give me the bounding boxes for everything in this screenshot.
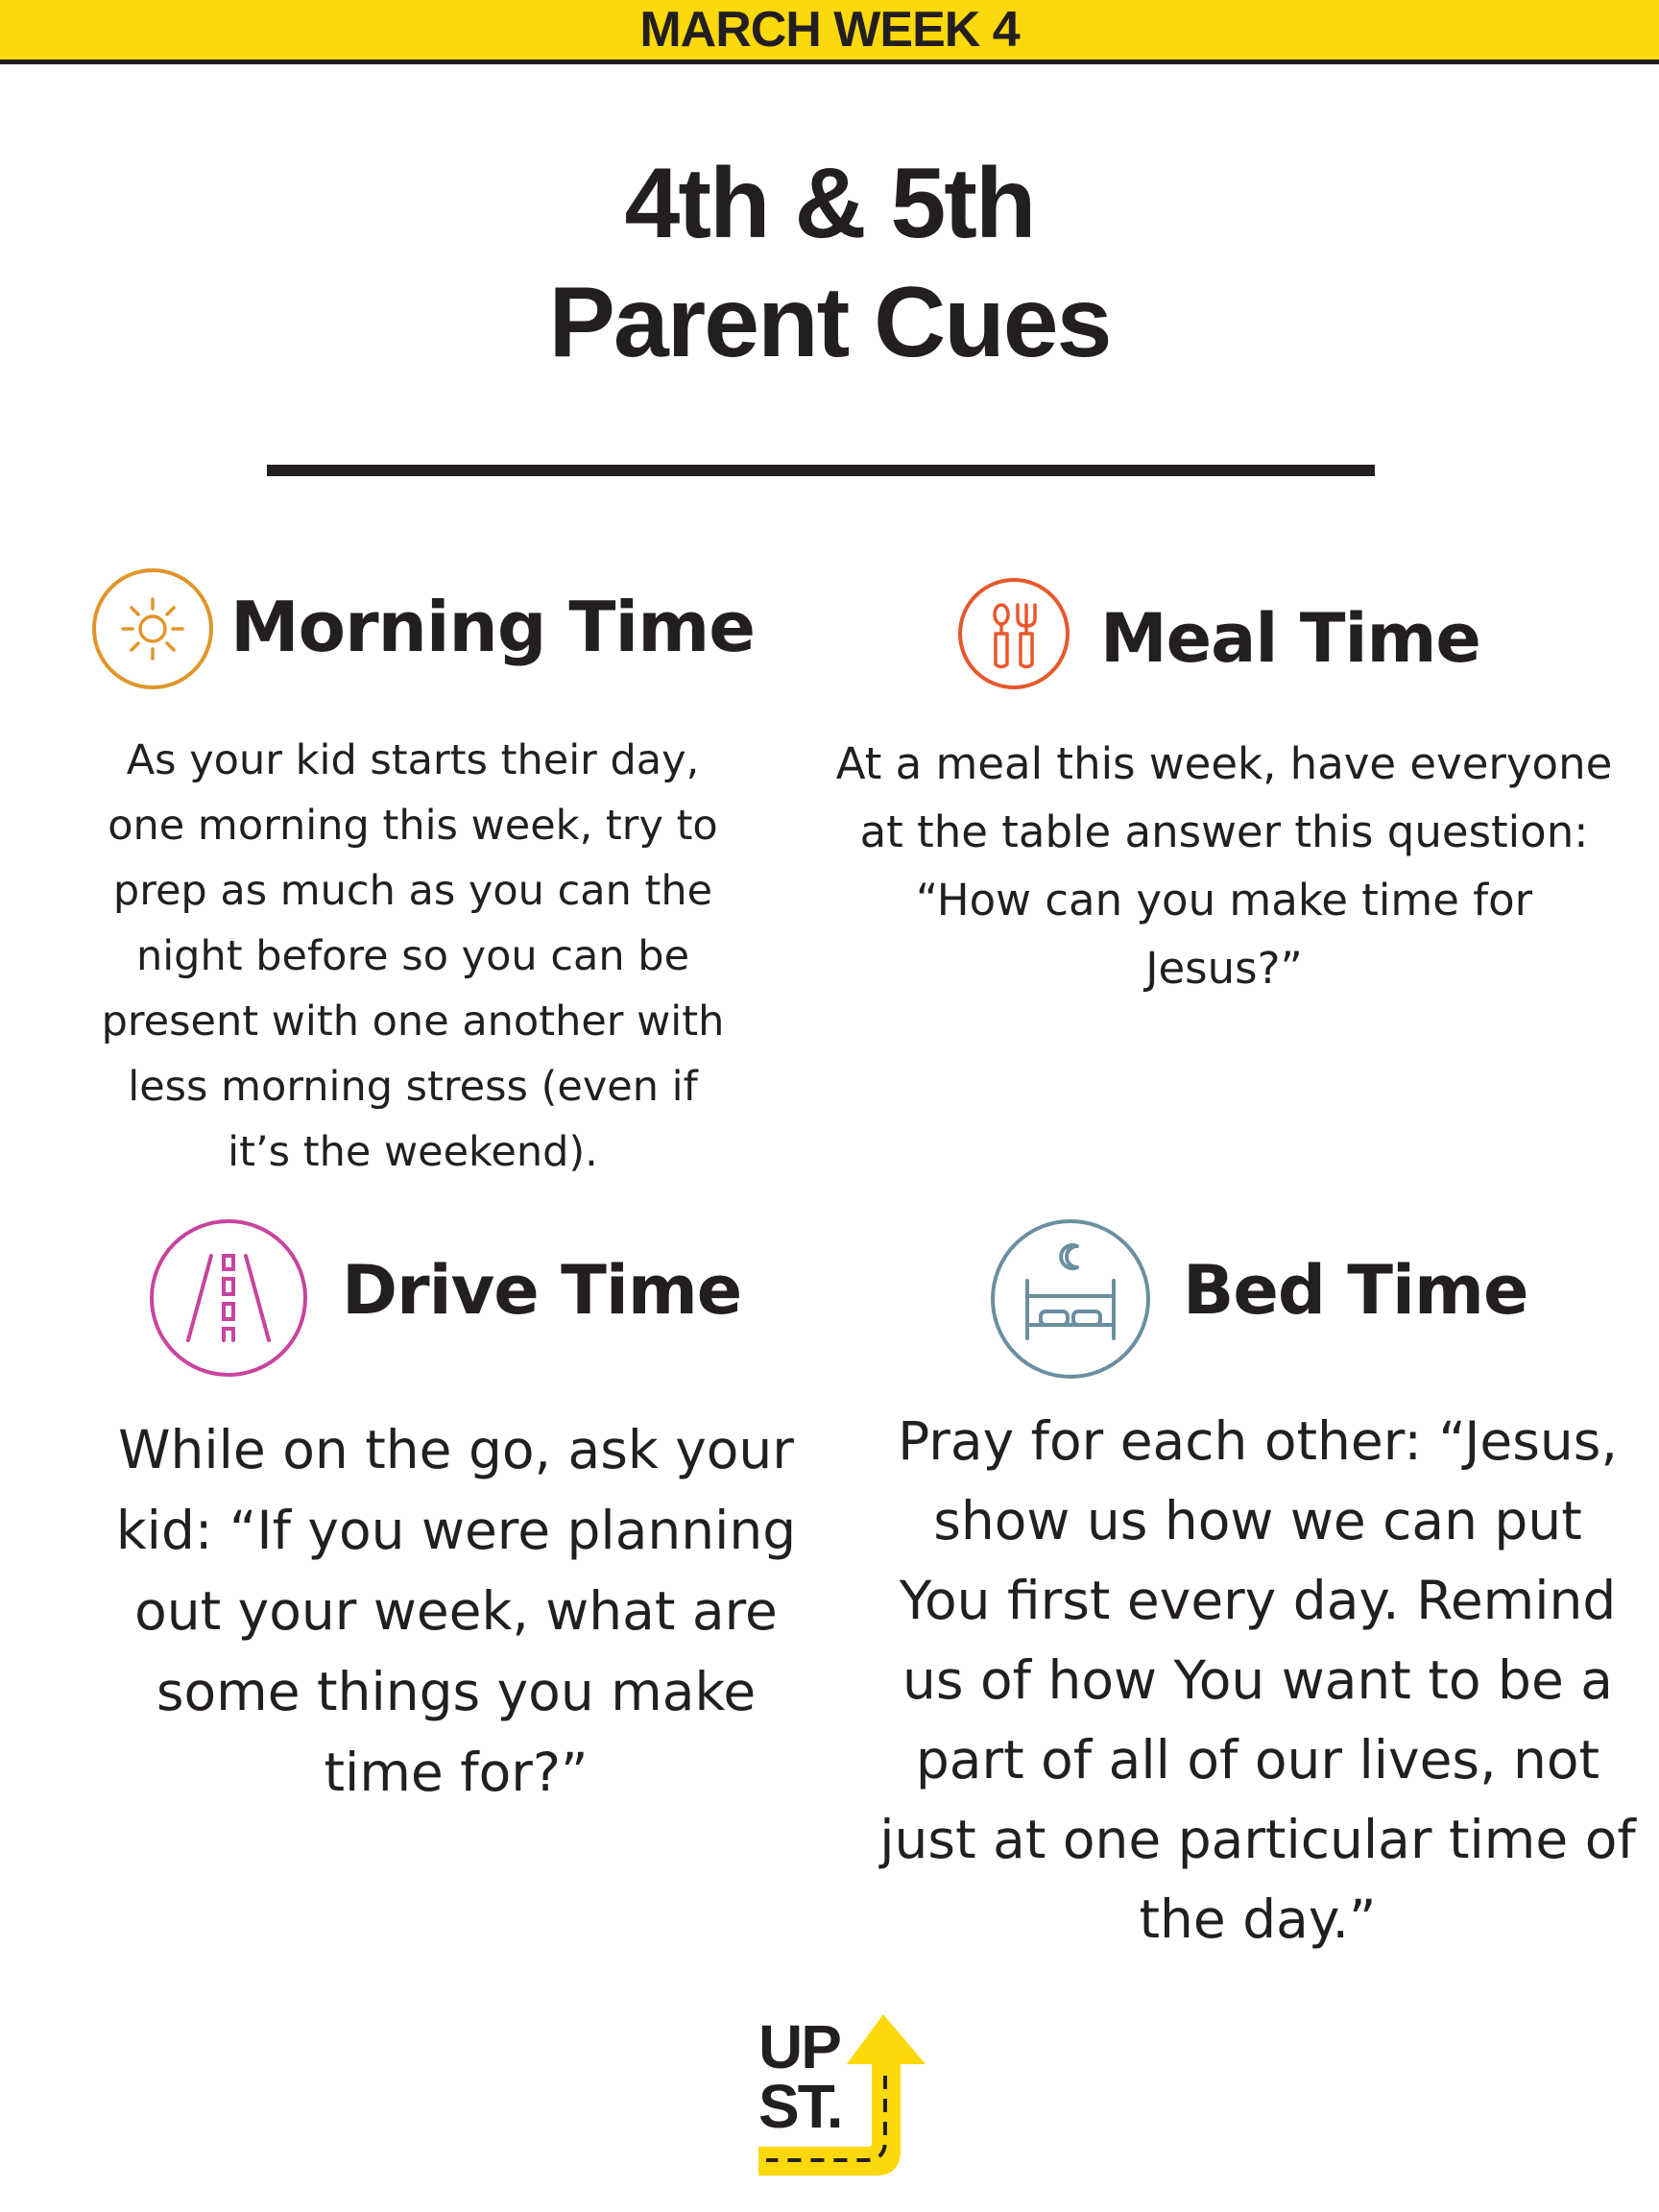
page-title-line-1: 4th & 5th bbox=[624, 148, 1035, 259]
drive-line: out your week, what are bbox=[134, 1580, 778, 1642]
meal-line: “How can you make time for bbox=[915, 875, 1533, 926]
drive-line: kid: “If you were planning bbox=[115, 1500, 797, 1561]
bed-icon bbox=[989, 1217, 1152, 1381]
bed-line: part of all of our lives, not bbox=[915, 1729, 1600, 1791]
bed-heading: Bed Time bbox=[1183, 1251, 1528, 1330]
week-banner bbox=[0, 0, 1659, 64]
title-divider bbox=[267, 465, 1375, 476]
morning-line: night before so you can be bbox=[135, 932, 690, 980]
drive-heading: Drive Time bbox=[342, 1251, 742, 1330]
logo-text-up: UP bbox=[758, 2012, 840, 2081]
bed-line: us of how You want to be a bbox=[902, 1649, 1613, 1711]
meal-body bbox=[826, 730, 1623, 1002]
upst-logo bbox=[755, 2007, 933, 2185]
drive-line: some things you make bbox=[156, 1661, 757, 1722]
utensils-icon bbox=[956, 576, 1071, 691]
meal-heading: Meal Time bbox=[1100, 599, 1480, 678]
sun-icon bbox=[90, 566, 215, 691]
morning-line: it’s the weekend). bbox=[228, 1128, 598, 1176]
page-title-line-2: Parent Cues bbox=[548, 267, 1111, 378]
meal-line: Jesus?” bbox=[1145, 943, 1303, 994]
bed-body bbox=[864, 1402, 1651, 1960]
week-label: MARCH WEEK 4 bbox=[639, 2, 1020, 58]
road-icon bbox=[148, 1217, 309, 1379]
morning-body bbox=[67, 728, 758, 1185]
bed-line: Pray for each other: “Jesus, bbox=[898, 1410, 1618, 1472]
meal-line: At a meal this week, have everyone bbox=[835, 738, 1613, 789]
bed-line: the day.” bbox=[1139, 1888, 1377, 1950]
bed-line: You first every day. Remind bbox=[899, 1570, 1617, 1631]
meal-line: at the table answer this question: bbox=[859, 806, 1589, 857]
drive-line: While on the go, ask your bbox=[118, 1419, 794, 1480]
morning-line: prep as much as you can the bbox=[112, 867, 713, 915]
logo-text-st: ST. bbox=[758, 2072, 842, 2141]
drive-body bbox=[77, 1409, 835, 1813]
drive-line: time for?” bbox=[324, 1742, 589, 1803]
morning-heading: Morning Time bbox=[230, 587, 756, 667]
morning-line: one morning this week, try to bbox=[108, 802, 718, 850]
bed-line: just at one particular time of bbox=[879, 1809, 1636, 1870]
morning-line: present with one another with bbox=[101, 998, 725, 1046]
bed-line: show us how we can put bbox=[933, 1490, 1582, 1551]
morning-line: As your kid starts their day, bbox=[126, 736, 700, 784]
morning-line: less morning stress (even if bbox=[128, 1063, 698, 1111]
